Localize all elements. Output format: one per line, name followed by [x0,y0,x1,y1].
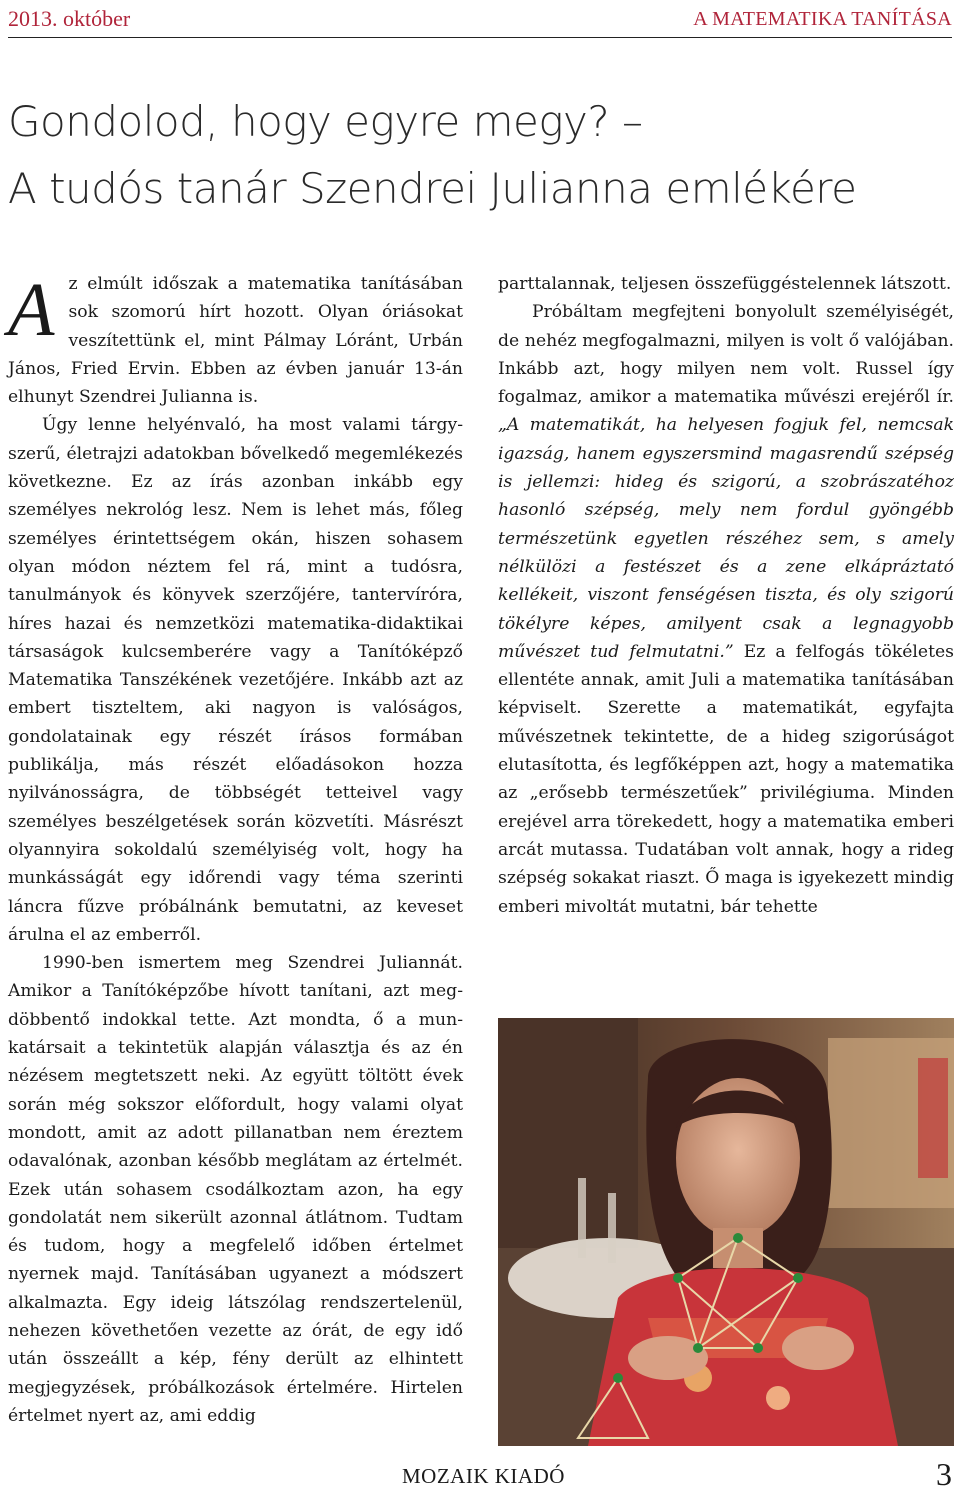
portrait-photo-illustration [498,1018,954,1446]
article-title-line-2: A tudós tanár Szendrei Julianna emlékére [8,164,857,213]
paragraph-russell [498,298,954,921]
page-header [8,4,952,38]
paragraph-3: 1990-ben ismertem meg Szendrei Juliannát. Amikor a Tanítóképzőbe hívott tanítani, azt megdöbbentő indokkal tette. Azt mondta, ő a munkatársait a tekintetük alapján választja és az én nézésem megtetszett neki. Az együtt töltött évek során még sokszor előfordult, hogy valami olyat mondott, amit az adott pillanatban nem éreztem odavalónak, azonban később meglátam az értelmét. Ezek után sohasem csodálkoztam azon, ha egy gondolatát nem sikerült azonnal átlátnom. Tudtam és tudom, hogy a megfelelő időben értelmet nyernek majd. Tanításában ugyanezt a módszert alkalmazta. Egy ideig látszólag rendszertelenül, nehezen követhetően vezette az órát, de egy idő után összeállt a kép, fény derült az elhintett megjegyzések, próbálkozások értelmére. Hirtelen értelmet nyert az, ami eddig [8,953,463,1426]
issue-date: 2013. október [8,6,131,31]
article-title-line-1: Gondolod, hogy egyre megy? – [8,97,643,146]
page-number: 3 [936,1456,952,1492]
paragraph-1-text: z elmúlt időszak a matematika tanításában sok szomorú hírt hozott. Olyan óriásokat veszítettünk el, mint Pálmay Lóránt, Urbán János, Fried Ervin. Ebben az évben január 13-án elhunyt Szendrei Julianna is. [8,274,463,408]
right-column [498,270,954,921]
paragraph-continued: parttalannak, teljesen összefüggéstelennek látszott. [498,274,952,294]
publisher-name: MOZAIK KIADÓ [402,1464,565,1488]
article-title [8,88,952,222]
left-column [8,270,463,1430]
paragraph-russell-outro: Ez a felfogás tökéletes ellentéte annak, amit Juli a matematika tanításában képviselt. Szerette a matematikát, egyfajta művészetnek tekintette, de a hideg szigorúságot elutasította, és legfőképpen azt, hogy a matematika az „erősebb természetűek” privilégiuma. Minden erejével arra törekedett, hogy a matematika emberi arcát mutassa. Tudatában volt annak, hogy a rideg szépség sokakat riaszt. Ő maga is igyekezett mindig emberi mivoltát mutatni, bár tehette [498,641,955,917]
paragraph-1 [8,270,463,411]
paragraph-russell-intro: Próbáltam megfejteni bonyolult személyiségét, de nehéz megfogalmazni, milyen is volt ő valójában. Inkább azt, hogy milyen nem volt. Russel így fogalmaz, amikor a matematika művészi erejéről ír. [498,302,954,408]
drop-cap: A [8,268,55,352]
russell-quote: „A matematikát, ha helyesen fogjuk fel, nemcsak igazság, hanem egyszersmind magasrendű szépség is jellemzi: hideg és szigorú, a szobrászatéhoz hasonló szépség, mely nem fordul gyöngébb természetünk egyetlen részéhez sem, s amely nélkülözi a festészet és a zene elkápráztató kellékeit, viszont fenségésen tiszta, és oly szigorú tökélyre képes, amilyent csak a legnagyobb művészet tud felmutatni.” [498,415,954,662]
page-footer [0,1456,960,1492]
paragraph-2: Úgy lenne helyénvaló, ha most valami tárgyszerű, életrajzi adatokban bővelkedő megemlékezés következne. Ez az írás azonban inkább egy személyes nekrológ lesz. Nem is lehet más, főleg személyes érintettségem okán, hiszen sohasem olyan módon néztem fel rá, mint a tudósra, tanulmányok és könyvek szerzőjére, tantervíróra, híres hazai és nemzetközi matematika-didaktikai társaságok kulcsemberére vagy a Tanítóképző Matematika Tanszékének vezetőjére. Inkább azt az embert tiszteltem, aki nagyon is valóságos, gondolatainak egy részét írásos formában publikálja, más részét előadásokon hozza nyilvánosságra, de többségét tetteivel vagy személyes beszélgetések során közvetíti. Másrészt olyannyira sokoldalú személyiség volt, hogy ha munkásságát egy időrendi vagy téma szerinti láncra fűzve próbálnánk bemutatni, az keveset árulna el az emberről. [8,415,463,945]
section-title: A MATEMATIKA TANÍTÁSA [693,8,952,30]
portrait-photo [498,1018,954,1446]
